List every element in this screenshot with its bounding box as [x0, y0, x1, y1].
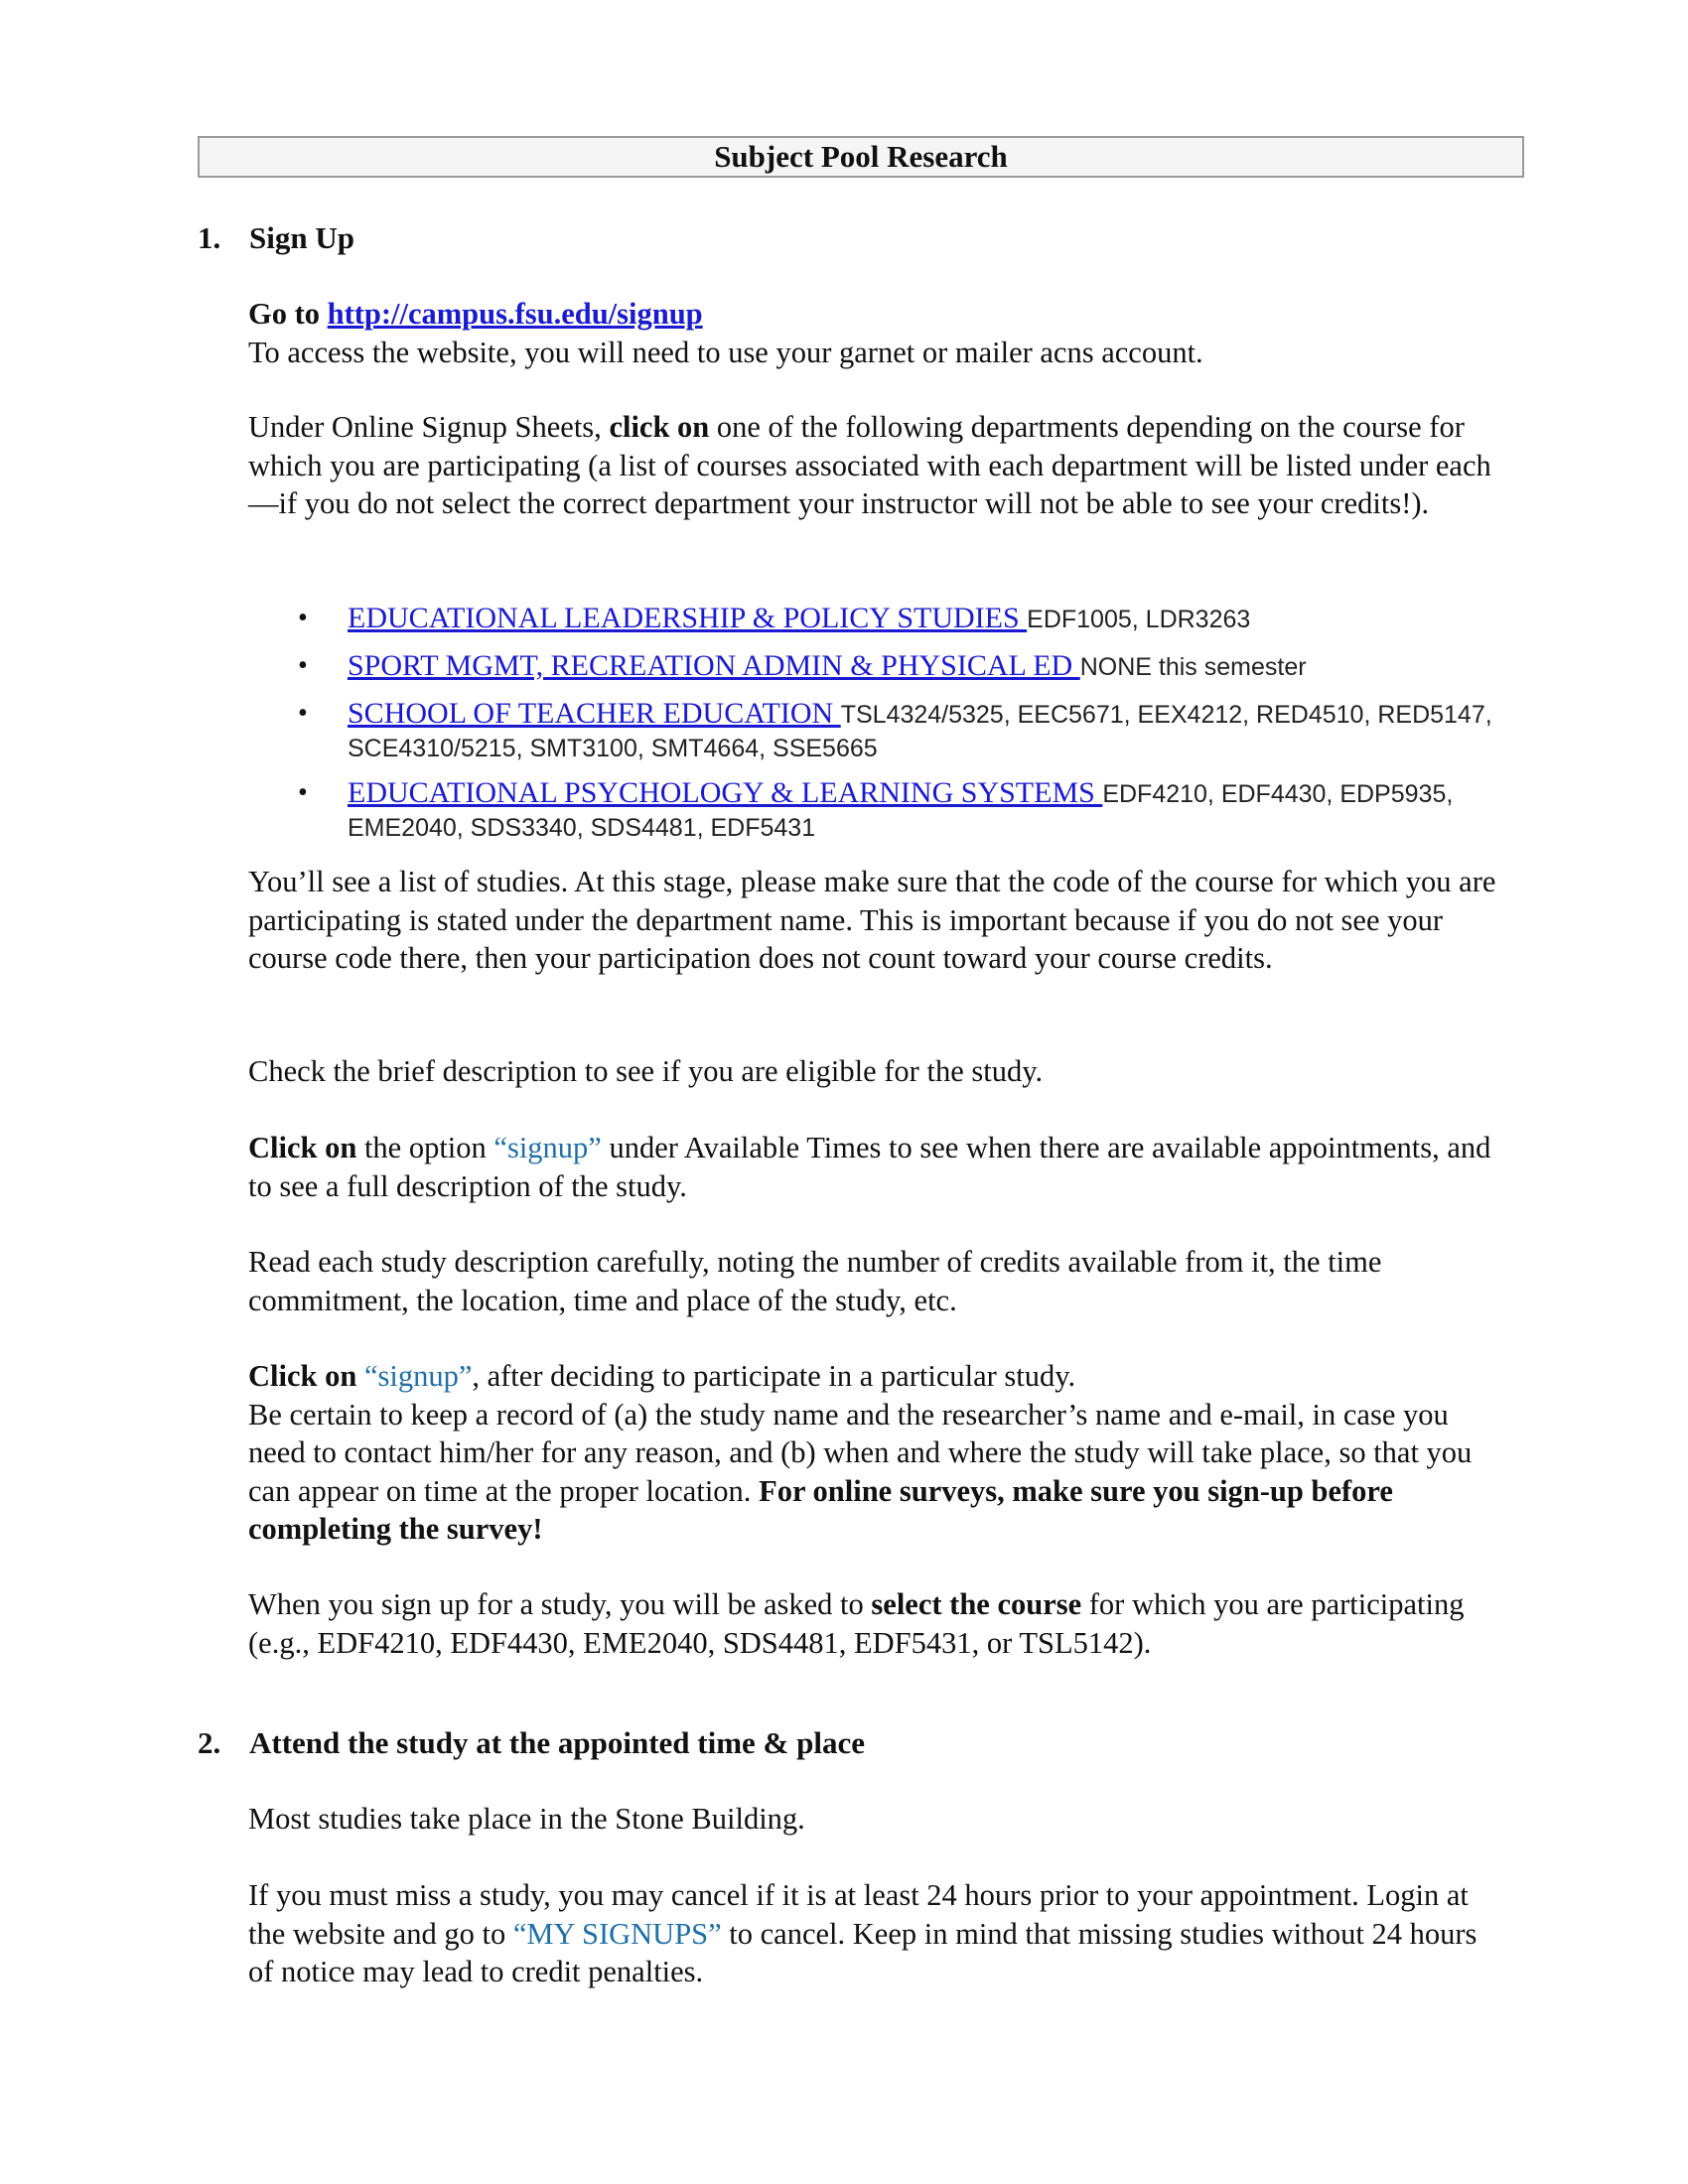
after-deciding-text: , after deciding to participate in a particular study.	[472, 1359, 1076, 1393]
signup-url-link[interactable]: http://campus.fsu.edu/signup	[327, 297, 703, 331]
department-codes: EDF4210, EDF4430, EDP5935, EME2040, SDS3340, SDS4481, EDF5431	[348, 780, 1454, 842]
click-on-label: Click on	[248, 1131, 357, 1164]
department-item	[248, 695, 1499, 764]
section-2-title: Attend the study at the appointed time & place	[249, 1725, 865, 1760]
read-description-paragraph: Read each study description carefully, noting the number of credits available from it, the time commitment, the location, time and place of the study, etc.	[248, 1245, 1382, 1317]
section-1-title: Sign Up	[249, 220, 354, 255]
department-list	[248, 600, 1499, 854]
bullet-icon: •	[298, 777, 308, 808]
cancel-text-a: If you must miss a study, you may cancel if it is at least 24 hours prior to your appointment. Login at the website and go to	[248, 1878, 1469, 1951]
select-course-text-c: for which you are participating (e.g., EDF4210, EDF4430, EME2040, SDS4481, EDF5431, or TSL5142).	[248, 1587, 1465, 1660]
department-codes: NONE this semester	[1079, 653, 1307, 681]
department-item	[248, 774, 1499, 844]
signup-term: “signup”	[363, 1359, 473, 1393]
record-keeping-text: Be certain to keep a record of (a) the study name and the researcher’s name and e-mail, in case you need to contact him/her for any reason, and (b) when and where the study will take place, so that you can appear on time at the proper location.	[248, 1397, 1473, 1508]
intro-text-c: one of the following departments depending on the course for which you are participating (a list of courses associated with each department will be listed under each—if you do not select the correct department your instructor will not be able to see your credits!).	[248, 410, 1491, 520]
spacer-text	[356, 1359, 364, 1393]
signup-option-paragraph	[248, 1129, 1499, 1205]
studies-list-paragraph: You’ll see a list of studies. At this stage, please make sure that the code of the course for which you are participating is stated under the department name. This is important because if you do not see your course code there, then your participation does not count toward your course credits.	[248, 865, 1496, 975]
section-1-number: 1.	[198, 220, 221, 255]
select-course-text-a: When you sign up for a study, you will be asked to	[248, 1587, 872, 1621]
department-link-smrape[interactable]: SPORT MGMT, RECREATION ADMIN & PHYSICAL ED	[348, 649, 1080, 682]
bullet-icon: •	[298, 603, 308, 633]
stone-building-paragraph: Most studies take place in the Stone Building.	[248, 1802, 805, 1836]
department-codes: TSL4324/5325, EEC5671, EEX4212, RED4510, RED5147, SCE4310/5215, SMT3100, SMT4664, SSE5665	[348, 701, 1492, 762]
select-course-bold: select the course	[871, 1587, 1082, 1621]
intro-text-a: Under Online Signup Sheets,	[248, 410, 610, 444]
goto-label: Go to	[248, 297, 321, 331]
click-on-label: Click on	[248, 1359, 357, 1393]
department-link-edlps[interactable]: EDUCATIONAL LEADERSHIP & POLICY STUDIES	[348, 602, 1028, 634]
my-signups-term: “MY SIGNUPS”	[512, 1916, 722, 1951]
bullet-icon: •	[298, 650, 308, 681]
bullet-icon: •	[298, 698, 308, 729]
intro-click-on: click on	[609, 410, 710, 444]
cancel-text-c: to cancel. Keep in mind that missing studies without 24 hours of notice may lead to credit penalties.	[248, 1916, 1477, 1988]
department-link-epls[interactable]: EDUCATIONAL PSYCHOLOGY & LEARNING SYSTEMS	[348, 776, 1103, 809]
signup-record-paragraph	[248, 1357, 1499, 1549]
department-item	[248, 647, 1499, 685]
cancel-paragraph	[248, 1876, 1499, 1991]
access-text: To access the website, you will need to use your garnet or mailer acns account.	[248, 335, 1203, 369]
online-survey-warning: For online surveys, make sure you sign-up before completing the survey!	[248, 1473, 1393, 1546]
section-2-number: 2.	[198, 1725, 221, 1760]
available-times-text: under Available Times to see when there are available appointments, and to see a full description of the study.	[248, 1131, 1491, 1203]
option-text: the option	[356, 1131, 494, 1164]
departments-intro	[248, 408, 1499, 523]
department-link-ste[interactable]: SCHOOL OF TEACHER EDUCATION	[348, 697, 841, 730]
department-item	[248, 600, 1499, 637]
goto-paragraph	[248, 295, 1499, 371]
department-codes: EDF1005, LDR3263	[1027, 606, 1251, 633]
select-course-paragraph	[248, 1585, 1499, 1662]
eligibility-paragraph: Check the brief description to see if you are eligible for the study.	[248, 1054, 1044, 1088]
page-title: Subject Pool Research	[198, 136, 1524, 178]
signup-term: “signup”	[493, 1131, 602, 1164]
